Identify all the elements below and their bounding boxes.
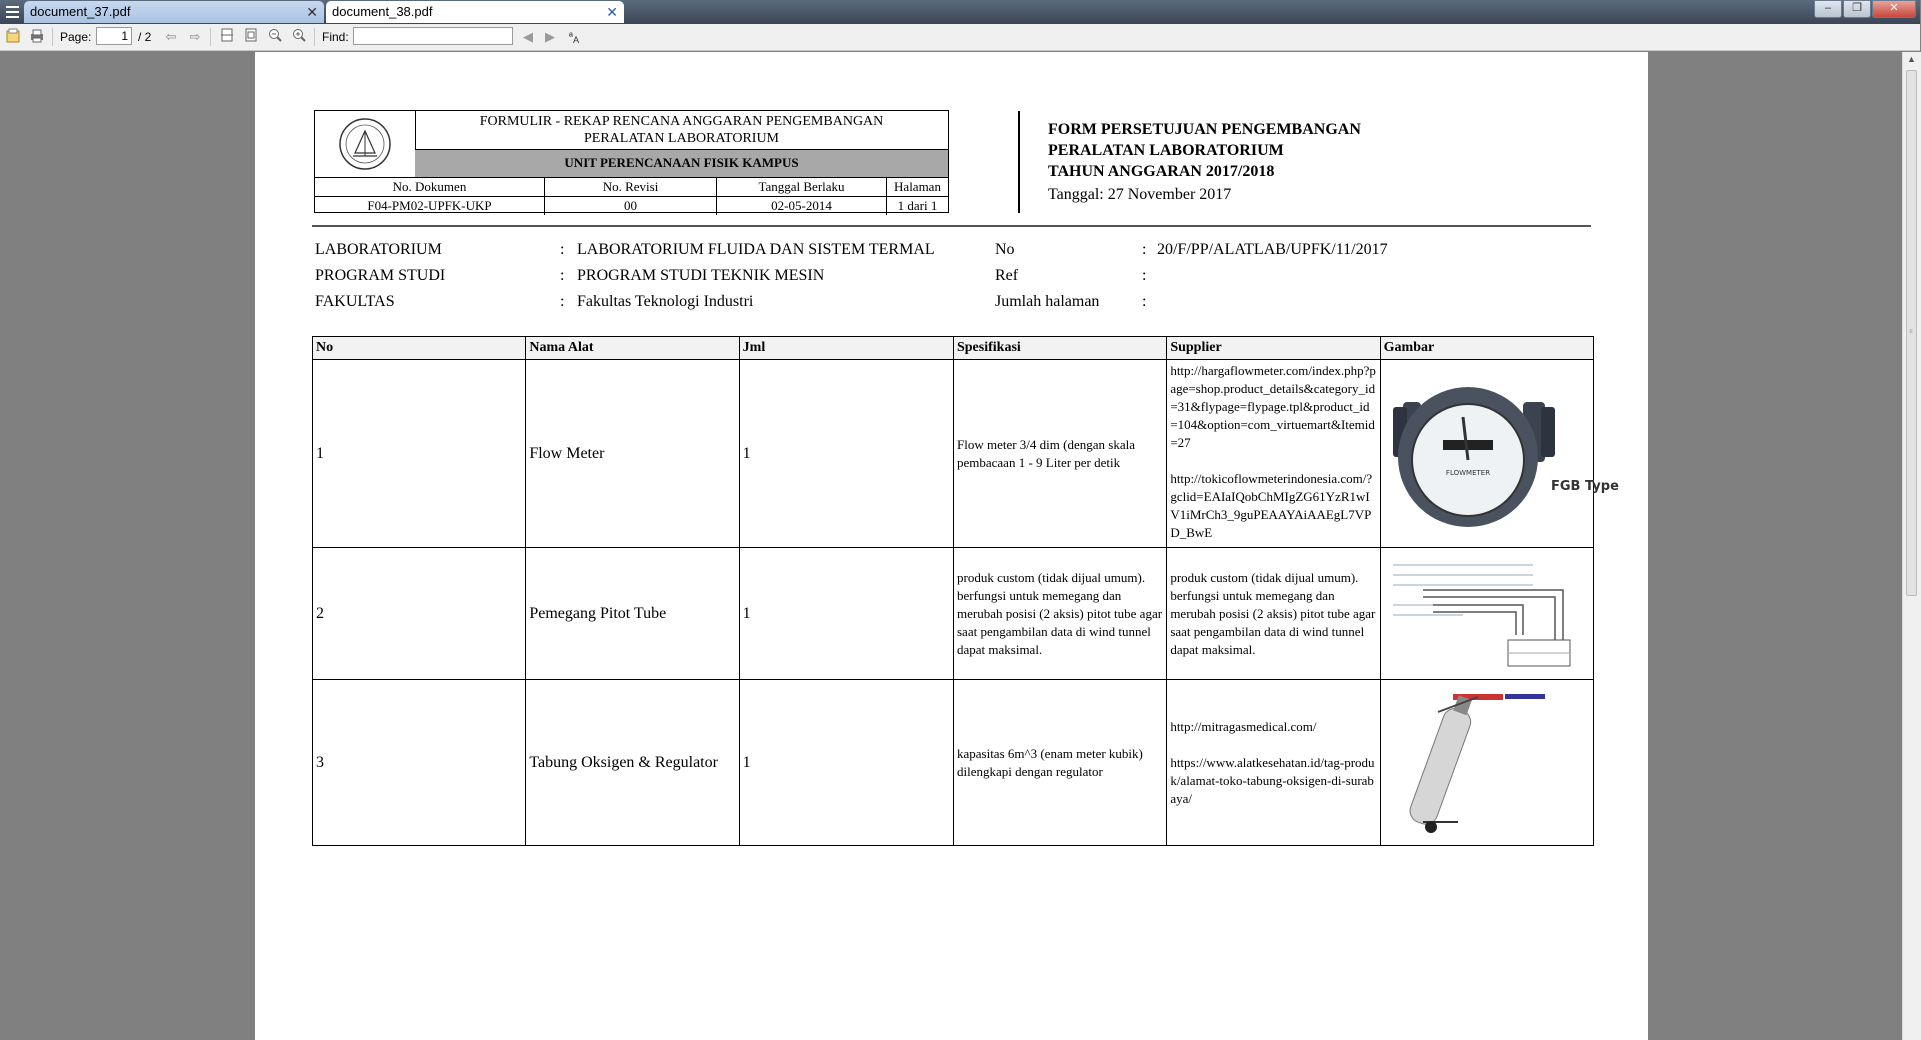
info-colon: : (560, 293, 565, 310)
form-title (1048, 119, 1361, 182)
tab-close-icon[interactable]: ✕ (306, 4, 318, 20)
header-col-no-revisi: No. Revisi (545, 178, 717, 196)
previous-page-icon[interactable]: ⇦ (165, 29, 177, 44)
column-header-jml: Jml (739, 337, 953, 360)
supplier-link[interactable]: http://mitragasmedical.com/ (1170, 718, 1317, 734)
form-title-line: FORM PERSETUJUAN PENGEMBANGAN (1048, 121, 1361, 138)
find-label: Find: (322, 30, 349, 44)
scrollbar-thumb[interactable] (1906, 70, 1917, 596)
info-colon: : (560, 267, 565, 284)
cell-gambar (1380, 680, 1593, 846)
find-input[interactable] (353, 27, 513, 45)
page-total: / 2 (138, 30, 152, 44)
horizontal-divider (312, 225, 1591, 227)
open-file-icon[interactable] (4, 28, 22, 46)
window-controls (1813, 0, 1916, 18)
close-window-icon[interactable]: ✕ (1872, 0, 1916, 18)
supplier-link[interactable]: http://hargaflowmeter.com/index.php?page=shop.product_details&category_id=31&flypage=flypage.tpl&product_id=104&option=com_virtuemart&Itemid=27 (1170, 363, 1376, 450)
document-header-box (314, 110, 949, 213)
fit-page-icon[interactable] (242, 28, 260, 46)
header-title-line2: PERALATAN LABORATORIUM (583, 131, 780, 146)
header-val-no-revisi: 00 (545, 197, 717, 215)
info-label-program-studi: PROGRAM STUDI (315, 267, 446, 284)
vertical-divider (1018, 111, 1020, 213)
info-label-no: No (995, 241, 1015, 258)
cell-no: 3 (313, 680, 526, 846)
tab-document-37[interactable] (24, 1, 324, 23)
info-value-program-studi: PROGRAM STUDI TEKNIK MESIN (577, 267, 825, 284)
table-row (313, 360, 1594, 548)
toolbar-separator (210, 28, 211, 46)
column-header-nama-alat: Nama Alat (526, 337, 739, 360)
table-row (313, 548, 1594, 680)
cell-spesifikasi: Flow meter 3/4 dim (dengan skala pembacaan 1 - 9 Liter per detik (953, 360, 1166, 548)
cell-jml: 1 (739, 360, 953, 548)
column-header-spesifikasi: Spesifikasi (953, 337, 1166, 360)
page-label: Page: (60, 30, 92, 44)
menu-icon[interactable] (4, 3, 22, 21)
image-caption: FGB Type (1550, 479, 1619, 494)
cell-supplier (1167, 680, 1380, 846)
zoom-in-icon[interactable] (290, 28, 308, 46)
cell-nama-alat: Flow Meter (526, 360, 739, 548)
header-unit: UNIT PERENCANAAN FISIK KAMPUS (415, 149, 948, 177)
cell-jml: 1 (739, 548, 953, 680)
tab-label: document_38.pdf (332, 4, 433, 19)
maximize-icon[interactable]: ❐ (1843, 0, 1871, 18)
cell-gambar (1380, 548, 1593, 680)
tab-close-icon[interactable]: ✕ (606, 4, 618, 20)
find-next-icon[interactable]: ▶ (545, 29, 555, 44)
header-col-no-dokumen: No. Dokumen (315, 178, 545, 196)
match-case-icon[interactable]: ª$_A$ (568, 31, 580, 46)
header-title-line1: FORMULIR - REKAP RENCANA ANGGARAN PENGEMBANGAN (479, 114, 884, 129)
cell-supplier: produk custom (tidak dijual umum). berfungsi untuk memegang dan merubah posisi (2 aksis) pitot tube agar saat pengambilan data di wind tunnel dapat maksimal. (1167, 548, 1380, 680)
zoom-out-icon[interactable] (266, 28, 284, 46)
form-title-line: PERALATAN LABORATORIUM (1048, 142, 1284, 159)
info-colon: : (1142, 267, 1147, 284)
info-colon: : (1142, 241, 1147, 258)
tab-document-38[interactable] (326, 1, 624, 23)
info-value-fakultas: Fakultas Teknologi Industri (577, 293, 754, 310)
vertical-scrollbar[interactable] (1902, 52, 1921, 1040)
scroll-up-icon[interactable]: ▲ (1907, 54, 1916, 64)
table-row (313, 680, 1594, 846)
cell-gambar (1380, 360, 1619, 548)
flow-meter-image (1383, 362, 1619, 540)
info-colon: : (1142, 293, 1147, 310)
info-label-ref: Ref (995, 267, 1019, 284)
info-label-jumlah-halaman: Jumlah halaman (995, 293, 1100, 310)
header-col-tanggal: Tanggal Berlaku (717, 178, 887, 196)
cell-spesifikasi: kapasitas 6m^3 (enam meter kubik) dilengkapi dengan regulator (953, 680, 1166, 846)
equipment-table (312, 336, 1619, 846)
scroll-grip-icon: ≡ (1909, 329, 1913, 335)
column-header-supplier: Supplier (1167, 337, 1380, 360)
header-doc-info (315, 177, 948, 215)
cell-supplier (1167, 360, 1380, 548)
header-val-tanggal: 02-05-2014 (717, 197, 887, 215)
info-value-laboratorium: LABORATORIUM FLUIDA DAN SISTEM TERMAL (577, 241, 935, 258)
info-colon: : (560, 241, 565, 258)
column-header-gambar: Gambar (1380, 337, 1593, 360)
header-col-halaman: Halaman (894, 179, 941, 194)
print-icon[interactable] (28, 28, 46, 46)
header-columns-row (315, 178, 948, 196)
header-values-row (315, 196, 948, 215)
tab-label: document_37.pdf (30, 4, 131, 19)
pitot-tube-diagram (1383, 550, 1590, 672)
header-val-halaman: 1 dari 1 (897, 198, 938, 213)
toolbar (0, 24, 1920, 51)
cell-no: 2 (313, 548, 526, 680)
cell-spesifikasi: produk custom (tidak dijual umum). berfungsi untuk memegang dan merubah posisi (2 aksis) pitot tube agar saat pengambilan data di wind tunnel dapat maksimal. (953, 548, 1166, 680)
cell-nama-alat: Tabung Oksigen & Regulator (526, 680, 739, 846)
table-header-row (313, 337, 1594, 360)
find-previous-icon[interactable]: ◀ (523, 29, 533, 44)
header-val-no-dokumen: F04-PM02-UPFK-UKP (315, 197, 545, 215)
info-value-no: 20/F/PP/ALATLAB/UPFK/11/2017 (1157, 241, 1388, 258)
info-label-laboratorium: LABORATORIUM (315, 241, 442, 258)
cell-nama-alat: Pemegang Pitot Tube (526, 548, 739, 680)
toolbar-separator (52, 28, 53, 46)
svg-text:FLOWMETER: FLOWMETER (1445, 469, 1490, 477)
fit-width-icon[interactable] (218, 28, 236, 46)
oxygen-tank-image (1383, 682, 1590, 838)
toolbar-separator (314, 28, 315, 46)
form-date: Tanggal: 27 November 2017 (1048, 186, 1232, 203)
form-title-line: TAHUN ANGGARAN 2017/2018 (1048, 163, 1275, 180)
page-number-input[interactable]: 1 (96, 27, 132, 45)
supplier-link[interactable]: https://www.alatkesehatan.id/tag-produk/alamat-toko-tabung-oksigen-di-surabaya/ (1170, 754, 1375, 806)
cell-no: 1 (313, 360, 526, 548)
info-label-fakultas: FAKULTAS (315, 293, 395, 310)
minimize-icon[interactable]: – (1814, 0, 1842, 18)
cell-jml: 1 (739, 680, 953, 846)
university-logo (315, 111, 416, 177)
column-header-no: No (313, 337, 526, 360)
title-bar (0, 0, 1920, 24)
header-title (415, 111, 948, 149)
next-page-icon[interactable]: ⇨ (189, 29, 201, 44)
supplier-link[interactable]: http://tokicoflowmeterindonesia.com/?gclid=EAIaIQobChMIgZG61YzR1wIV1iMrCh3_9guPEAAYAiAAEgL7VPD_BwE (1170, 471, 1373, 540)
